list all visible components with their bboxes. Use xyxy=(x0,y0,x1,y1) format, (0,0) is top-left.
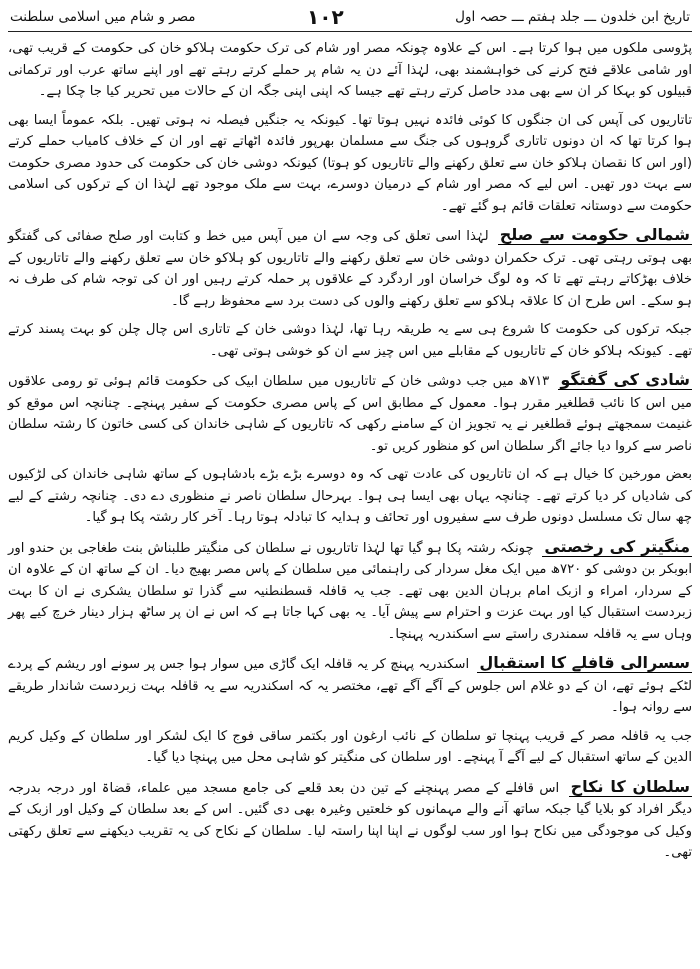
section-heading: شمالی حکومت سے صلح xyxy=(499,225,691,244)
paragraph xyxy=(8,369,692,457)
section-heading: شادی کی گفتگو xyxy=(560,370,691,389)
part-label: حصہ اول xyxy=(455,8,508,25)
paragraph-text: تاتاریوں کی آپس کی ان جنگوں کا کوئی فائدہ نہیں ہوتا تھا۔ کیونکہ یہ جنگیں فیصلہ نہ ہوتی تھیں۔ بلکہ عموماً ایسا بھی ہوا کرتا تھا کہ ان دونوں تاتاری گروہوں کی جنگ سے مسلمان بھرپور فائدہ اٹھاتے تھے اور ان کے خلاف کامیاب حملے کرتے (اور اس کا نقصان ہلاکو خان سے تعلق رکھنے والے تاتاریوں کو ہوتا) کیونکہ دوشی خان کی حکومت کی حدود مصری حکومت سے بہت دور تھیں۔ اس لیے کہ مصر اور شام کے درمیان دوسرے، بہت سے ملک موجود تھے لہٰذا ان کے ترکوں کی اسلامی حکومت سے دوستانہ تعلقات قائم ہو گئے تھے۔ xyxy=(8,112,692,214)
paragraph-text: اسکندریہ پہنچ کر یہ قافلہ ایک گاڑی میں سوار ہوا جس پر سونے اور ریشم کے پردے لٹکے ہوئے تھے، ان کے دو غلام اس جلوس کے آگے آگے تھے، مختصر یہ کہ اسکندریہ سے یہ قافلہ بہت زبردست شاندار طریقے سے روانہ ہوا۔ xyxy=(8,657,692,715)
paragraph-text: بعض مورخین کا خیال ہے کہ ان تاتاریوں کی عادت تھی کہ وہ دوسرے بڑے بڑے بادشاہوں کے ساتھ شاہی خاندان کی لڑکیوں کی شادیاں کر دیا کرتے تھے۔ چنانچہ یہاں بھی ایسا ہی ہوا۔ بہرحال سلطان ناصر نے منظوری دے دی۔ چنانچہ رشتے کے لیے چھ سال تک مسلسل دونوں طرف سے سفیروں اور تحائف و ہدایہ کا تبادلہ ہوتا رہا۔ آخر کار رشتہ پکا ہو گیا۔ xyxy=(8,467,692,525)
section-heading: منگیتر کی رخصتی xyxy=(544,536,690,556)
paragraph-text: پڑوسی ملکوں میں ہوا کرتا ہے۔ اس کے علاوہ چونکہ مصر اور شام کی ترک حکومت ہلاکو خان کی حکومت کے قریب تھی، اور شامی علاقے فتح کرنے کی خواہشمند بھی، لہٰذا آئے دن یہ شام پر حملے کرتے رہتے تھے اور اپنے ساتھ عرب اور ترکمانی قبیلوں کو بہکا کر ان سے بھی مدد حاصل کرتے رہتے تھے جیسا کہ اپنی اپنی جگہ ان کے حالات میں تحریر کیا جا چکا ہے۔ xyxy=(8,41,692,99)
paragraph xyxy=(8,110,692,218)
paragraph-text: جبکہ ترکوں کی حکومت کا شروع ہی سے یہ طریقہ رہا تھا، لہٰذا دوشی خان کے تاتاری اس چال چلن کو بہت پسند کرتے تھے۔ کیونکہ ہلاکو خان کے تاتاریوں کے مقابلے میں اس چیز سے ان کو خوشی ہوتی تھی۔ xyxy=(8,322,692,359)
section-heading: سلطان کا نکاح xyxy=(570,776,690,796)
paragraph xyxy=(8,224,692,312)
chapter-title: مصر و شام میں اسلامی سلطنت xyxy=(10,8,196,25)
page-number: ۱۰۲ xyxy=(307,4,344,29)
paragraph xyxy=(8,652,692,719)
paragraph-text: چونکہ رشتہ پکا ہو گیا تھا لہٰذا تاتاریوں نے سلطان کی منگیتر طلبناش بنت طغاجی بن حندو اور ابوبکر بن دوشی کو ۷۲۰ھ میں ایک مغل سردار کی راہنمائی میں سلطان کے پاس مصر بھیج دیا۔ ان کے ساتھ ان کے علاوہ ان کے سردار، امراء و ازبک امام برہان الدین بھی تھے۔ جب یہ قافلہ قسطنطنیہ سے گذرا تو سلطان یشکری نے ان کا بہت زبردست استقبال کیا اور بہت عزت و احترام سے پیش آیا۔ یہ بھی کہا جاتا ہے کہ اس نے ان پر ساٹھ ہزار دینار خرچ کیے پھر وہاں سے یہ قافلہ سمندری راستے سے اسکندریہ پہنچا۔ xyxy=(8,540,692,642)
paragraph-text: ۷۱۳ھ میں جب دوشی خان کے تاتاریوں میں سلطان ابیک کی حکومت قائم ہوئی تو رومی علاقوں میں اس کا نائب قطلغیر مقرر ہوا۔ معمول کے مطابق اس کے پاس مصری حکومت کے سفیر پہنچے۔ چنانچہ اس موقع کو غنیمت سمجھتے ہوئے قطلغیر نے یہ تجویز ان کے سامنے رکھی کہ تاتاریوں کے شاہی خاندان کی کسی خاتون کا رشتہ سلطان ناصر سے کروا دیا جائے اگر سلطان اس کو منظور کریں تو۔ xyxy=(8,374,692,454)
paragraph xyxy=(8,776,692,864)
paragraph xyxy=(8,319,692,362)
running-header xyxy=(8,6,692,32)
paragraph xyxy=(8,38,692,103)
paragraph xyxy=(8,726,692,769)
page-body xyxy=(8,32,692,864)
paragraph-text: جب یہ قافلہ مصر کے قریب پہنچا تو سلطان کے نائب ارغون اور بکتمر ساقی فوج کا ایک لشکر اور سلطان کے وکیل کریم الدین کے ساتھ استقبال کے لیے آگے آ پہنچے۔ اور سلطان کی منگیتر کو شاہی محل میں پہنچا دیا گیا۔ xyxy=(8,728,692,765)
paragraph xyxy=(8,464,692,529)
paragraph xyxy=(8,536,692,646)
book-title: تاریخ ابن خلدون xyxy=(600,8,690,25)
header-book-info: تاریخ ابن خلدون ـــ جلد ہفتم ـــ حصہ اول xyxy=(455,8,690,25)
paragraph-text: اس قافلے کے مصر پہنچنے کے تین دن بعد قلعے کی جامع مسجد میں علماء، قضاۃ اور درجہ بدرجہ دیگر افراد کو بلایا گیا جبکہ ساتھ آنے والے مہمانوں کو خلعتیں وغیرہ بھی دی گئیں۔ اس کے بعد سلطان کے وکیل اور ازبک کے وکیل کی موجودگی میں نکاح ہوا اور سب لوگوں نے اپنا اپنا راستہ لیا۔ سلطان کے نکاح کی یہ تقریب دیکھنے سے تعلق رکھتی تھی۔ xyxy=(8,780,692,860)
volume-label: جلد ہفتم xyxy=(527,8,580,25)
paragraph-text: لہٰذا اسی تعلق کی وجہ سے ان میں آپس میں خط و کتابت اور صلح صفائی کی گفتگو بھی ہوتی رہتی تھی۔ ترک حکمران دوشی خان سے تعلق رکھنے والے تاتاریوں کو ہلاکو خان سے تعلق رکھنے والے تاتاریوں کے خلاف بھڑکاتے رہتے تھے تا کہ وہ لوگ خراسان اور اردگرد کے علاقوں پر حملہ کرتے رہیں اور ان کی توجہ شام کی طرف نہ ہو سکے۔ اس طرح ان کا علاقہ ہلاکو سے تعلق رکھنے والوں کی دست برد سے محفوظ رہے گا۔ xyxy=(8,229,692,309)
section-heading: سسرالی قافلے کا استقبال xyxy=(479,653,690,672)
